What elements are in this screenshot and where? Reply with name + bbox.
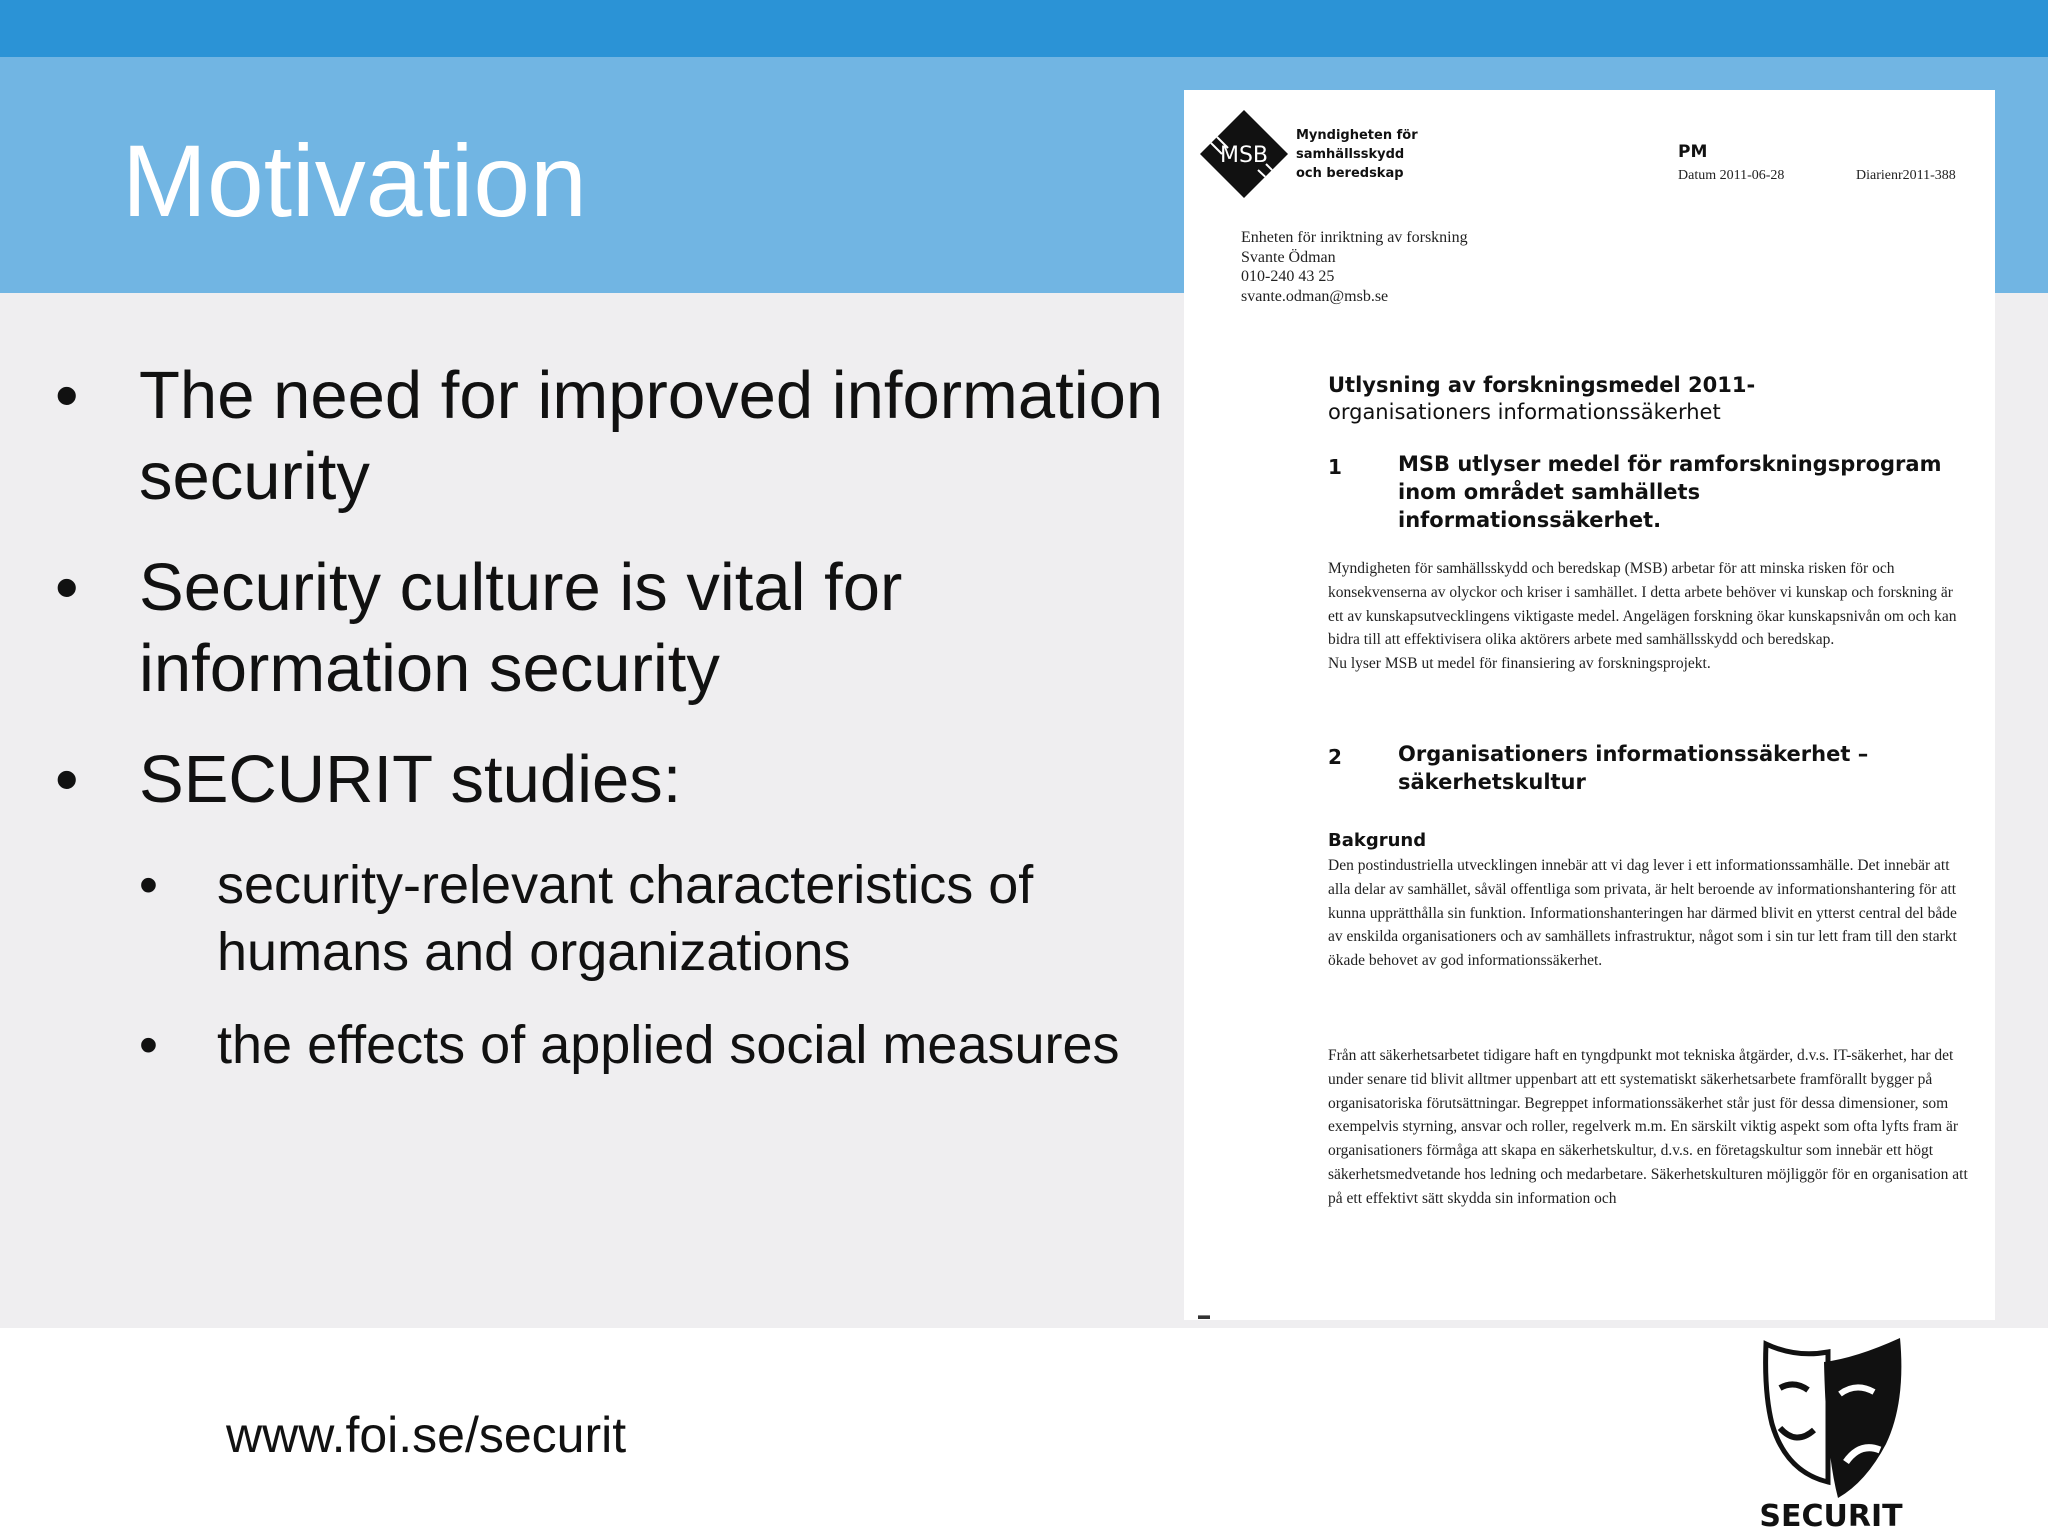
document-title-sub: organisationers informationssäkerhet	[1328, 400, 1721, 424]
sender-block	[1241, 228, 1468, 306]
sender-line: Svante Ödman	[1241, 248, 1336, 266]
sub-bullet-dot: •	[139, 1015, 158, 1075]
section-paragraph	[1328, 557, 1968, 676]
securit-logo-text: SECURIT	[1759, 1499, 1903, 1532]
paragraph-text: Nu lyser MSB ut medel för finansiering av forskningsprojekt.	[1328, 655, 1711, 673]
bullet-item	[55, 547, 1175, 709]
section-heading: Organisationers informationssäkerhet – säkerhetskultur	[1398, 742, 1869, 794]
subheading: Bakgrund	[1328, 830, 1427, 851]
org-line: Myndigheten för	[1296, 128, 1418, 143]
document-title	[1328, 372, 1948, 426]
org-name	[1296, 126, 1418, 183]
sub-bullet-item	[139, 1012, 1175, 1079]
bullet-text: SECURIT studies:	[139, 742, 682, 817]
bullet-text: Security culture is vital for information security	[139, 550, 903, 706]
section-paragraph: Från att säkerhetsarbetet tidigare haft en tyngdpunkt mot tekniska åtgärder, d.v.s. IT-säkerhet, har det under senare tid blivit alltmer uppenbart att ett systematiskt säkerhetsarbete framförallt bygger på organisatoriska förutsättningar. Begreppet informationssäkerhet står just för dessa dimensioner, som exempelvis styrning, ansvar och roller, regelverk m.m. En särskilt viktig aspekt som ofta lyfts fram är organisationers förmåga att skapa en säkerhetskultur, d.v.s. en företagskultur som innebär ett högt säkerhetsmedvetande hos ledning och medarbetare. Säkerhetskulturen möjliggör för en organisation att på ett effektivt sätt skydda sin information och	[1328, 1047, 1968, 1207]
document-type: PM	[1678, 142, 1708, 162]
slide-title: Motivation	[122, 124, 587, 238]
footer-url: www.foi.se/securit	[226, 1407, 627, 1463]
section-number: 1	[1328, 455, 1342, 479]
sender-line: svante.odman@msb.se	[1241, 287, 1389, 305]
bullet-dot: •	[55, 742, 79, 817]
sub-bullet-text: the effects of applied social measures	[217, 1015, 1120, 1075]
bullet-item	[55, 739, 1175, 820]
document-date: Datum 2011-06-28	[1678, 168, 1785, 183]
org-line: och beredskap	[1296, 166, 1404, 181]
bullet-item	[55, 355, 1175, 517]
msb-logo-text: MSB	[1219, 143, 1269, 168]
bullet-dot: •	[55, 550, 79, 625]
document-reference: Diarienr2011-388	[1856, 168, 1956, 183]
org-line: samhällsskydd	[1296, 147, 1405, 162]
top-color-band	[0, 0, 2048, 57]
paragraph-text: Myndigheten för samhällsskydd och beredskap (MSB) arbetar för att minska risken för och konsekvenserna av olyckor och kriser i samhället. I detta arbete behöver vi kunskap och forskning är ett av kunskapsutvecklingens viktigaste medel. Angelägen forskning ökar kunskapsnivån om och kan bidra till att effektivisera olika aktörers arbete med samhällsskydd och beredskap.	[1328, 560, 1957, 649]
section-paragraph: Den postindustriella utvecklingen innebär att vi dag lever i ett informationssamhälle. Det innebär att alla delar av samhället, såväl offentliga som privata, är helt beroende av informationshantering för att kunna upprätthålla sin funktion. Informationshanteringen har därmed blivit en ytterst central del både av enskilda organisationers och av samhällets infrastruktur, något som i sin tur lett fram till den starkt ökade behovet av god informationssäkerhet.	[1328, 857, 1957, 970]
sender-line: 010-240 43 25	[1241, 268, 1335, 285]
securit-mask-logo-icon	[1756, 1332, 1906, 1532]
bullet-dot: •	[55, 358, 79, 433]
sub-bullet-item	[139, 852, 1175, 986]
bullet-text: The need for improved information security	[139, 358, 1164, 514]
bullet-list	[55, 355, 1175, 1105]
msb-document-image	[1184, 90, 1995, 1320]
sub-bullet-dot: •	[139, 855, 158, 915]
section-heading: MSB utlyser medel för ramforskningsprogram inom området samhällets informationssäkerhet.	[1398, 452, 1942, 532]
document-title-main: Utlysning av forskningsmedel 2011-	[1328, 373, 1756, 397]
msb-logo-icon	[1198, 108, 1290, 200]
page-mark: ▬	[1198, 1308, 1210, 1320]
sender-line: Enheten för inriktning av forskning	[1241, 229, 1468, 246]
section-number: 2	[1328, 745, 1342, 769]
sub-bullet-text: security-relevant characteristics of humans and organizations	[217, 855, 1034, 982]
